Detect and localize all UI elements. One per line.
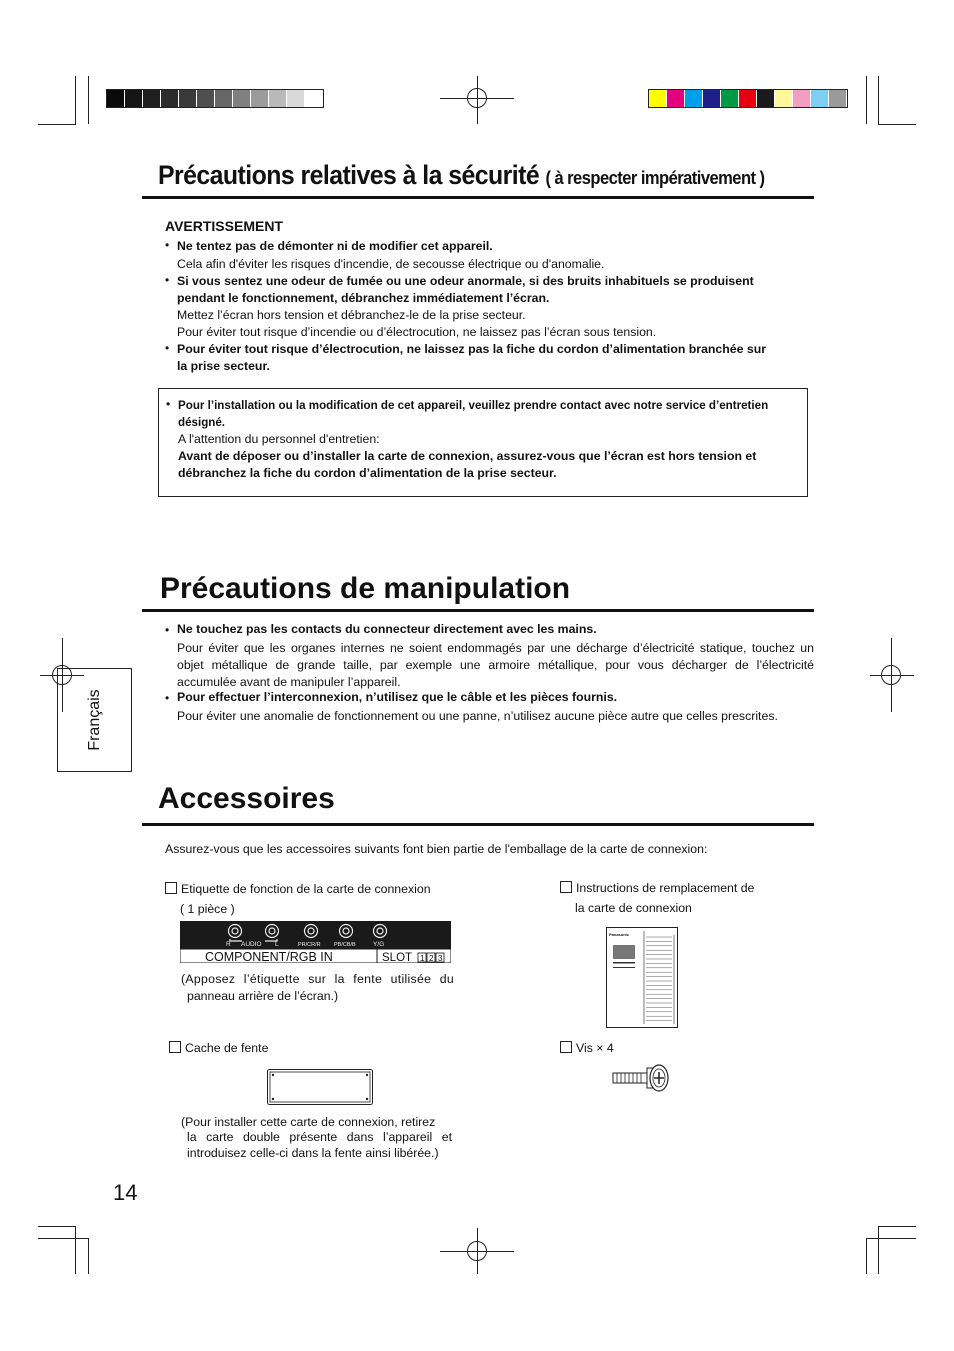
safety-title: Précautions relatives à la sécurité ( à respecter impérativement ) <box>158 160 765 190</box>
gray-swatch-3 <box>143 90 161 107</box>
screw-illustration <box>611 1062 671 1094</box>
bullet-1: • <box>165 238 170 252</box>
label-note-2: panneau arrière de l’écran.) <box>187 989 339 1003</box>
color-swatch-4 <box>703 90 721 107</box>
color-swatch-11 <box>829 90 847 107</box>
color-swatch-8 <box>775 90 793 107</box>
color-swatch-6 <box>739 90 757 107</box>
gray-swatch-9 <box>251 90 269 107</box>
cover-note-2: la carte double présente dans l’appareil et <box>187 1130 452 1144</box>
safety-item-3-bold-1: Pour éviter tout risque d’électrocution, ne laissez pas la fiche du cordon d’alimentation branchée sur <box>177 342 767 356</box>
safety-item-3-bold-2: la prise secteur. <box>177 359 270 373</box>
instructions-booklet-illustration <box>606 927 678 1028</box>
slot-cover-svg <box>267 1069 373 1105</box>
gray-swatch-6 <box>197 90 215 107</box>
gray-swatch-2 <box>125 90 143 107</box>
accessories-title: Accessoires <box>158 782 335 815</box>
slot-2: 2 <box>429 954 434 963</box>
safety-rule <box>142 196 814 199</box>
safety-subtitle: ( à respecter impérativement ) <box>545 168 765 188</box>
safety-item-1-bold: Ne tentez pas de démonter ni de modifier cet appareil. <box>177 239 493 253</box>
cover-note-3: introduisez celle-ci dans la fente ainsi libérée.) <box>187 1146 439 1160</box>
safety-item-1-text: Cela afin d'éviter les risques d'incendie, de secousse électrique ou d'anomalie. <box>177 257 605 271</box>
handling-title: Précautions de manipulation <box>160 572 571 605</box>
service-bold-1: Pour l’installation ou la modification de cet appareil, veuillez prendre contact avec notre service d’entretien <box>178 399 769 412</box>
service-bold-2: désigné. <box>178 416 226 429</box>
language-tab <box>57 668 132 772</box>
safety-item-2-text-2: Pour éviter tout risque d’incendie ou d’électrocution, ne laissez pas l’écran sous tension. <box>177 325 657 339</box>
warning-heading: AVERTISSEMENT <box>165 218 283 234</box>
label-note-1: (Apposez l’étiquette sur la fente utilisée du <box>181 972 454 986</box>
booklet-svg <box>606 927 678 1028</box>
function-label-illustration <box>180 921 451 963</box>
handling-rule <box>142 609 814 612</box>
handling-item-1-line-3: accumulée avant de manipuler l’appareil. <box>177 675 401 689</box>
checkbox-label-item <box>165 882 177 894</box>
gray-swatch-12 <box>305 90 323 107</box>
label-r: R <box>226 941 231 948</box>
color-swatch-1 <box>649 90 667 107</box>
instructions-item-line-2: la carte de connexion <box>575 901 692 915</box>
gray-swatch-8 <box>233 90 251 107</box>
page-number: 14 <box>113 1180 138 1205</box>
safety-item-2-bold-1: Si vous sentez une odeur de fumée ou une odeur anormale, si des bruits inhabituels se produisent <box>177 274 754 288</box>
handling-item-1-bold: Ne touchez pas les contacts du connecteur directement avec les mains. <box>177 622 597 636</box>
handling-item-2-bold: Pour effectuer l’interconnexion, n’utilisez que le câble et les pièces fournis. <box>177 690 618 704</box>
color-calibration-bar <box>648 89 848 108</box>
accessories-intro: Assurez-vous que les accessoires suivants font bien partie de l'emballage de la carte de connexion: <box>165 842 708 856</box>
screw-item-heading: Vis × 4 <box>560 1040 614 1057</box>
bullet-6: • <box>165 691 170 705</box>
gray-swatch-4 <box>161 90 179 107</box>
gray-swatch-11 <box>287 90 305 107</box>
slot-1: 1 <box>420 954 425 963</box>
label-item-qty: ( 1 pièce ) <box>180 902 235 916</box>
gray-swatch-7 <box>215 90 233 107</box>
language-tab-label: Français <box>85 689 103 751</box>
accessories-rule <box>142 823 814 826</box>
color-swatch-2 <box>667 90 685 107</box>
checkbox-cover-item <box>169 1041 181 1053</box>
label-pr: PR/CR/R <box>298 942 321 948</box>
booklet-brand: Panasonic <box>609 932 630 937</box>
safety-item-2-text-1: Mettez l’écran hors tension et débranchez-le de la prise secteur. <box>177 308 526 322</box>
instructions-item-heading: Instructions de remplacement de <box>560 880 754 897</box>
label-yg: Y/G <box>373 941 385 948</box>
gray-swatch-5 <box>179 90 197 107</box>
color-swatch-5 <box>721 90 739 107</box>
service-text: A l'attention du personnel d'entretien: <box>178 432 380 446</box>
service-bold-3: Avant de déposer ou d’installer la carte de connexion, assurez-vous que l’écran est hors tension et <box>178 449 757 463</box>
label-l: L <box>275 941 279 948</box>
handling-item-1-line-1: Pour éviter que les organes internes ne soient endommagés par une décharge d’électricité statique, touchez un <box>177 641 814 655</box>
handling-item-1-line-2: objet métallique de grande taille, par exemple une armoire métallique, pour vous décharger de l’électricité <box>177 658 814 672</box>
function-label-svg <box>180 921 451 963</box>
slot-cover-illustration <box>267 1069 373 1105</box>
bullet-2: • <box>165 273 170 287</box>
service-bold-4: débranchez la fiche du cordon d’alimentation de la prise secteur. <box>178 466 557 480</box>
label-pb: PB/CB/B <box>334 942 356 948</box>
bullet-3: • <box>165 341 170 355</box>
checkbox-screw-item <box>560 1041 572 1053</box>
bullet-4: • <box>166 397 171 411</box>
color-swatch-9 <box>793 90 811 107</box>
handling-item-2-line-1: Pour éviter une anomalie de fonctionnement ou une panne, n’utilisez aucune pièce autre que celles prescrites. <box>177 709 778 723</box>
color-swatch-10 <box>811 90 829 107</box>
screw-svg <box>611 1062 671 1094</box>
gray-swatch-10 <box>269 90 287 107</box>
gray-swatch-1 <box>107 90 125 107</box>
bullet-5: • <box>165 623 170 637</box>
cover-item-heading: Cache de fente <box>169 1040 268 1057</box>
gray-calibration-bar <box>106 89 324 108</box>
color-swatch-3 <box>685 90 703 107</box>
cover-note-1: (Pour installer cette carte de connexion, retirez <box>181 1115 436 1129</box>
color-swatch-7 <box>757 90 775 107</box>
safety-item-2-bold-2: pendant le fonctionnement, débranchez immédiatement l’écran. <box>177 291 550 305</box>
checkbox-instructions-item <box>560 881 572 893</box>
label-audio: AUDIO <box>241 941 262 948</box>
slot-3: 3 <box>438 954 443 963</box>
label-component: COMPONENT/RGB IN <box>205 950 333 963</box>
label-item-heading: Etiquette de fonction de la carte de connexion <box>165 881 431 898</box>
label-slot: SLOT <box>382 952 413 963</box>
